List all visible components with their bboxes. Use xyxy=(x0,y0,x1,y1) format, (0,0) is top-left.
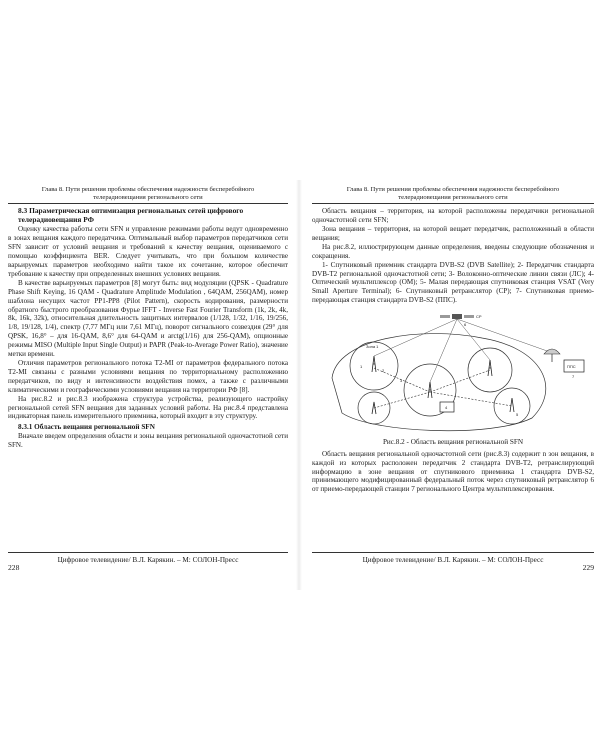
tower-icon-1 xyxy=(372,356,376,372)
fiber-line-2 xyxy=(430,370,490,392)
station-label: ППС xyxy=(567,364,576,370)
right-page-number: 229 xyxy=(582,563,594,572)
subsection-title: 8.3.1 Область вещания региональной SFN xyxy=(18,423,155,432)
right-paragraph-3: На рис.8.2, иллюстрирующем данные определения, введены следующие обозначения и сокращения. xyxy=(312,242,594,260)
sat-link-3 xyxy=(430,319,457,382)
left-paragraph-1: Оценку качества работы сети SFN и управление режимами работы ведут одновременно в зонах вещания каждого передатчика. Оптимальный выбор параметров передатчиков сети SFN зависит от условий вещания и требований к качеству вещания, оцениваемого с помощью коэффициента BER. Следует учитывать, что при большом количестве варьируемых параметров необходимо найти такое их сочетание, которое обеспечит требование к качеству при определенных внешних условиях вещания. xyxy=(8,225,288,278)
right-paragraph-1: Область вещания – территория, на которой расположены передатчики региональной одночастотной сети SFN; xyxy=(312,207,594,225)
num-label-2: 2 xyxy=(382,368,385,374)
tower-icon-2 xyxy=(428,382,432,398)
left-running-head xyxy=(8,186,288,204)
section-title: 8.3 Параметрическая оптимизация региональных сетей цифрового телерадиовещания РФ xyxy=(18,206,244,224)
sfn-figure xyxy=(312,308,594,436)
satellite-label: СР xyxy=(476,314,482,320)
zone-label: Зона 1 xyxy=(366,344,379,350)
right-paragraph-2: Зона вещания – территория, на которой вещает передатчик, расположенный в области вещания; xyxy=(312,225,594,242)
tower-icon-3 xyxy=(488,360,492,376)
right-after-paragraph: Область вещания региональной одночастотной сети (рис.8.3) содержит n зон вещания, в каждой из которых расположен передатчик 2 стандарта DVB-T2, ретранслирующий информацию в зоне вещания от спутникового приемника 1 стандарта DVB-S2, принимающего модифицированный федеральный поток через спутниковый ретранслятор 6 от приемо-передающей станции 7 регионального Центра мультиплексирования. xyxy=(312,449,594,494)
figure-caption: Рис.8.2 - Область вещания региональной SFN xyxy=(382,438,524,447)
book-gutter xyxy=(296,180,302,590)
right-footer: Цифровое телевидение/ В.Л. Карякин. – М: СОЛОН-Пресс xyxy=(312,552,594,565)
left-paragraph-2: В качестве варьируемых параметров [8] могут быть: вид модуляции (QPSK - Quadrature Phase Shift Keying, 16 QAM - Quadrature Amplitude Modulation , 64QAM, 256QAM), номер шаблона несущих частот PP1-PP8 (Pilot Pattern), скорость кодирования, размерности обратного быстрого преобразования Фурье IFFT - Inverse Fast Fourier Transform (1k, 2k, 4k, 8k, 16k, 32k), относительная длительность защитных интервалов (1/128, 1/32, 1/16, 19/256, 1/8, 19/128, 1/4), спектр (7,77 МГц или 7,61 МГц), поворот сигнального созвездия (29° для QPSK, 16,8° – для 16-QAM, 8,6° для 64-QAM и arctg(1/16) для 256-QAM), опционные режимы MISO (Multiple Input Single Output) и PAPR (Peak-to-Average Power Ratio), значение метки времени. xyxy=(8,278,288,359)
num-label-3: 3 xyxy=(400,378,403,384)
num-label-7: 7 xyxy=(572,374,575,380)
sat-link-2 xyxy=(457,319,490,360)
left-page xyxy=(8,186,288,586)
left-running-head-line1: Глава 8. Пути решения проблемы обеспечения надежности бесперебойного xyxy=(41,186,255,193)
right-running-head-line2: телерадиовещания регионального сети xyxy=(398,193,508,201)
num-label-6: 6 xyxy=(464,322,467,328)
left-running-head-line2: телерадиовещания регионального сети xyxy=(93,193,203,201)
sat-link-1 xyxy=(374,319,457,356)
right-paragraph-4: 1- Спутниковый приемник стандарта DVB-S2 (DVB Satellite); 2- Передатчик стандарта DVB-T2 региональной одночастотной сети; 3- Волоконно-оптические линии связи (ЛС); 4- Оптический мультиплексор (ОМ); 5- Малая передающая спутниковая станция VSAT (Very Small Aperture Terminal); 6- Спутниковый ретранслятор (СР); 7- Спутниковая приемо-передающая станция стандарта DVB-S2 (ППС). xyxy=(312,260,594,305)
zone-circle-4 xyxy=(494,388,530,424)
left-footer: Цифровое телевидение/ В.Л. Карякин. – М: СОЛОН-Пресс xyxy=(8,552,288,565)
num-label-4: 4 xyxy=(445,405,448,411)
left-page-number: 228 xyxy=(8,563,20,572)
num-label-1: 1 xyxy=(360,364,363,370)
broadcast-area-outline xyxy=(332,334,546,431)
left-paragraph-4: На рис.8.2 и рис.8.3 изображена структура устройства, реализующего настройку региональной сетей SFN вещания для заданных условий работы. На рис.8.4 представлена индикаторная панель измерительного приемника, который входит в эту структуру. xyxy=(8,394,288,421)
num-label-5: 5 xyxy=(516,412,519,418)
right-running-head xyxy=(312,186,594,204)
zone-circle-1 xyxy=(350,342,398,390)
sfn-diagram xyxy=(312,308,594,436)
tower-icon-4 xyxy=(510,398,514,412)
left-sub-paragraph: Вначале введем определения области и зоны вещания региональной одночастотной сети SFN. xyxy=(8,431,288,449)
sat-link-4 xyxy=(457,319,550,352)
left-paragraph-3: Отличия параметров регионального потока T2-MI от параметров федерального потока T2-MI связаны с разными условиями вещания по территориальному расположению передатчиков, по виду и интенсивности воздействия помех, а также с различными климатическими и географическими условиями вещания на территории РФ [8]. xyxy=(8,358,288,394)
satellite-icon xyxy=(440,314,474,319)
right-running-head-line1: Глава 8. Пути решения проблемы обеспечения надежности бесперебойного xyxy=(346,186,560,193)
right-page xyxy=(312,186,594,586)
